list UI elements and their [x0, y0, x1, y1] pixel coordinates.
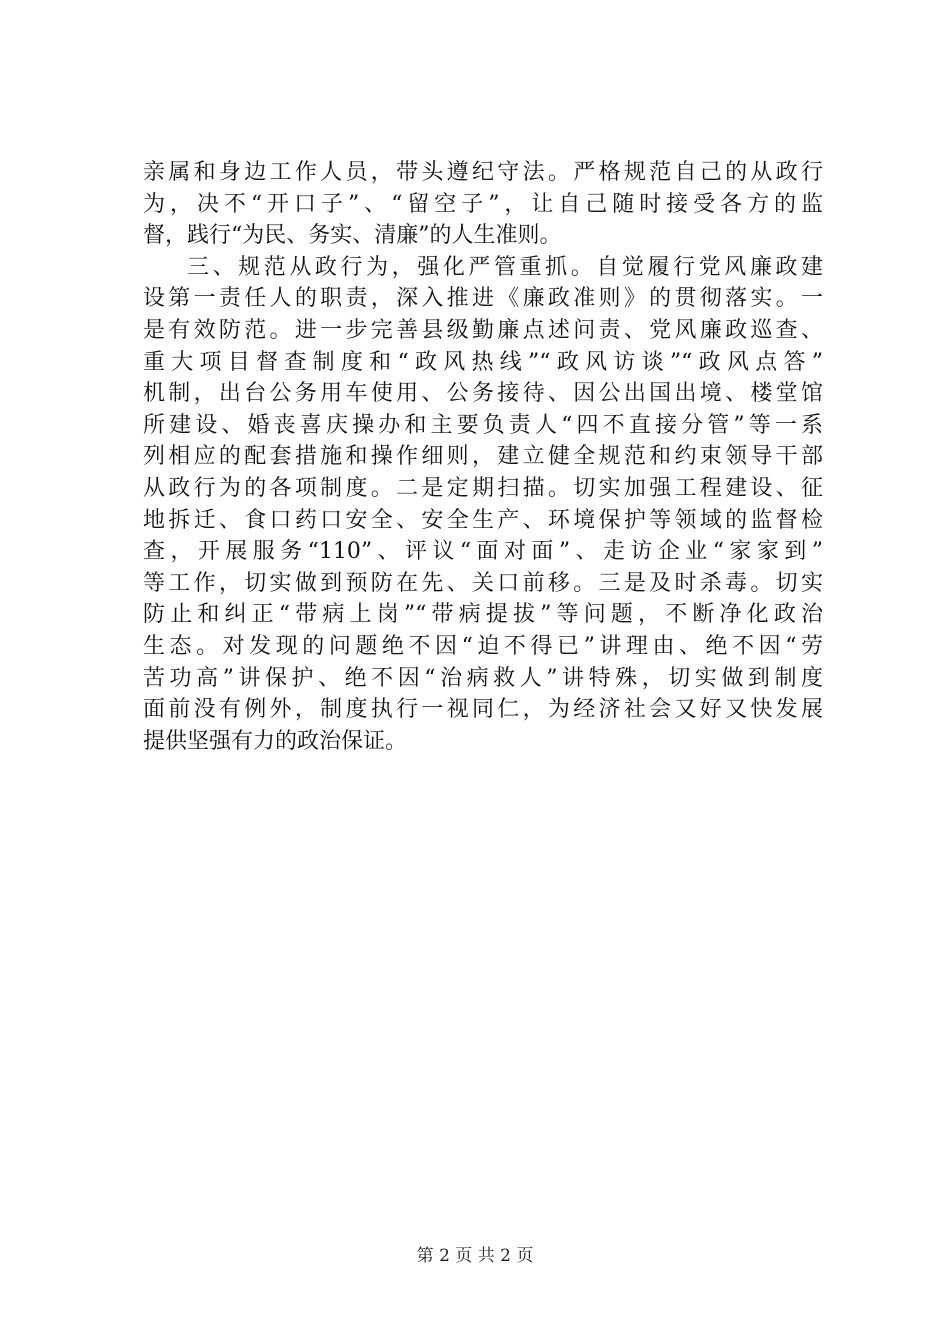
text-line: 机制，出台公务用车使用、公务接待、因公出国出境、楼堂馆: [143, 381, 823, 407]
text-line: 督，践行“为民、务实、清廉”的人生准则。: [143, 223, 562, 249]
text-line: 苦功高”讲保护、绝不因“治病救人”讲特殊，切实做到制度: [143, 665, 823, 691]
text-line: 面前没有例外，制度执行一视同仁，为经济社会又好又快发展: [143, 697, 823, 723]
text-line: 设第一责任人的职责，深入推进《廉政准则》的贯彻落实。一: [143, 286, 823, 312]
text-line: 防止和纠正“带病上岗”“带病提拔”等问题，不断净化政治: [143, 602, 823, 628]
text-line: 提供坚强有力的政治保证。: [143, 728, 408, 754]
text-line: 亲属和身边工作人员，带头遵纪守法。严格规范自己的从政行: [143, 160, 823, 185]
text-line: 为，决不“开口子”、“留空子”，让自己随时接受各方的监: [143, 191, 823, 217]
text-line: 三、规范从政行为，强化严管重抓。自觉履行党风廉政建: [187, 254, 823, 280]
text-line: 地拆迁、食口药口安全、安全生产、环境保护等领域的监督检: [143, 507, 823, 533]
text-line: 是有效防范。进一步完善县级勤廉点述问责、党风廉政巡查、: [143, 317, 823, 343]
text-line: 重大项目督查制度和“政风热线”“政风访谈”“政风点答”: [143, 349, 823, 375]
text-line: 查，开展服务“110”、评议“面对面”、走访企业“家家到”: [143, 539, 823, 565]
text-line: 生态。对发现的问题绝不因“迫不得已”讲理由、绝不因“劳: [143, 633, 823, 659]
text-line: 列相应的配套措施和操作细则，建立健全规范和约束领导干部: [143, 444, 823, 470]
page-number-footer: 第 2 页 共 2 页: [416, 1246, 534, 1266]
text-line: 从政行为的各项制度。二是定期扫描。切实加强工程建设、征: [143, 475, 823, 501]
text-line: 等工作，切实做到预防在先、关口前移。三是及时杀毒。切实: [143, 570, 823, 596]
text-line: 所建设、婚丧喜庆操办和主要负责人“四不直接分管”等一系: [143, 412, 823, 438]
document-body: [143, 157, 823, 757]
